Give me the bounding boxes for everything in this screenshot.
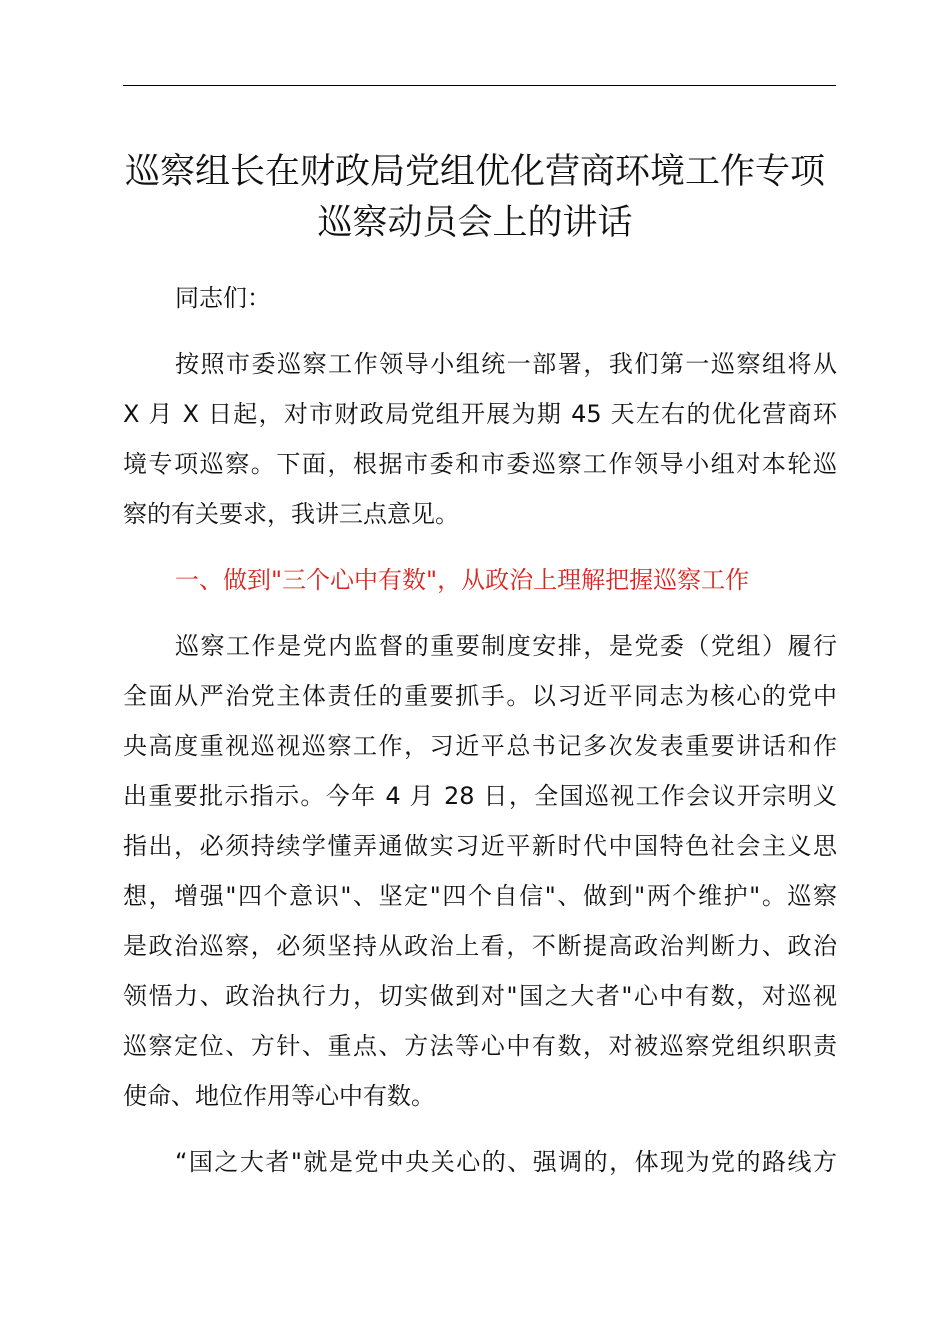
paragraph-2-line: 是政治巡察，必须坚持从政治上看，不断提高政治判断力、政治 [123,932,837,960]
paragraph-2-line: 央高度重视巡视巡察工作，习近平总书记多次发表重要讲话和作 [123,732,837,760]
paragraph-1-line: 按照市委巡察工作领导小组统一部署，我们第一巡察组将从 [175,350,837,378]
section-1-heading: 一、做到"三个心中有数"，从政治上理解把握巡察工作 [175,566,750,594]
paragraph-2-line: 指出，必须持续学懂弄通做实习近平新时代中国特色社会主义思 [123,832,837,860]
paragraph-2-line: 全面从严治党主体责任的重要抓手。以习近平同志为核心的党中 [123,682,837,710]
paragraph-2-line: 领悟力、政治执行力，切实做到对"国之大者"心中有数，对巡视 [123,982,837,1010]
paragraph-2-line: 使命、地位作用等心中有数。 [123,1082,435,1110]
header-rule [123,85,836,86]
paragraph-2-line: 想，增强"四个意识"、坚定"四个自信"、做到"两个维护"。巡察 [123,882,837,910]
paragraph-1-line: 境专项巡察。下面，根据市委和市委巡察工作领导小组对本轮巡 [123,450,837,478]
salutation: 同志们： [175,284,271,312]
paragraph-2-line: 出重要批示指示。今年 4 月 28 日，全国巡视工作会议开宗明义 [123,782,837,810]
paragraph-3-line: “国之大者"就是党中央关心的、强调的，体现为党的路线方 [175,1148,837,1176]
document-title-line-1: 巡察组长在财政局党组优化营商环境工作专项 [124,152,825,192]
document-title-line-2: 巡察动员会上的讲话 [317,203,633,243]
paragraph-1-line: X 月 X 日起，对市财政局党组开展为期 45 天左右的优化营商环 [123,400,837,428]
paragraph-2-line: 巡察定位、方针、重点、方法等心中有数，对被巡察党组织职责 [123,1032,837,1060]
paragraph-1-line: 察的有关要求，我讲三点意见。 [123,500,459,528]
paragraph-2-line: 巡察工作是党内监督的重要制度安排，是党委（党组）履行 [175,632,837,660]
